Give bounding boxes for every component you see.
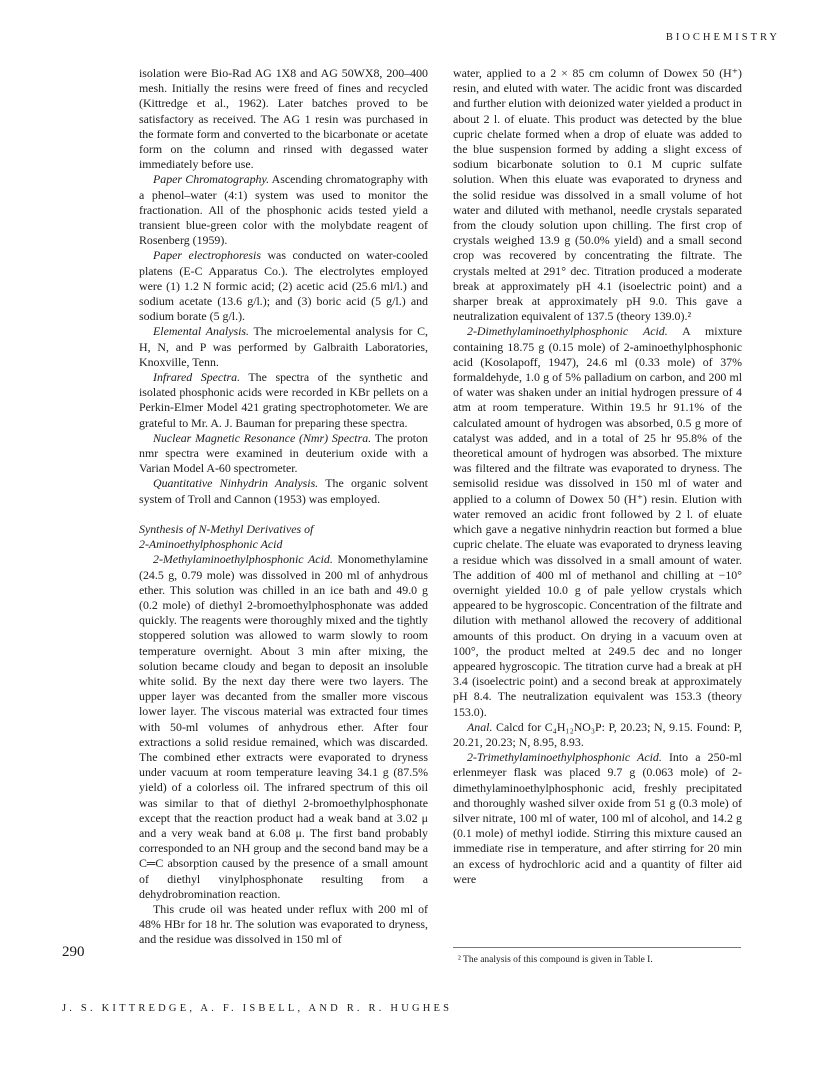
paragraph-trimethylamino-synthesis: 2-Trimethylaminoethylphosphonic Acid. Into a 250-ml erlenmeyer flask was placed 9.7 g (0.063 mole) of 2-dimethylaminoethylphosphonic acid, freshly precipitated and thoroughly washed silver oxide from 51 g (0.3 mole) of silver nitrate, 100 ml of water, 100 ml of alcohol, and 14.2 g (0.1 mole) of methyl iodide. Stirring this mixture caused an immediate rise in temperature, and after stirring for 20 min an excess of hydrochloric acid and a quantity of filter aid were <box>453 750 742 886</box>
section-heading <box>139 522 428 552</box>
paragraph-elemental-analysis: Elemental Analysis. The microelemental analysis for C, H, N, and P was performed by Galbraith Laboratories, Knoxville, Tenn. <box>139 324 428 369</box>
paragraph-methylamino-synthesis: 2-Methylaminoethylphosphonic Acid. Monomethylamine (24.5 g, 0.79 mole) was dissolved in 200 ml of anhydrous ether. This solution was chilled in an ice bath and 49.0 g (0.2 mole) of diethyl 2-bromoethylphosphonate was added quickly. The reagents were thoroughly mixed and the tightly stoppered solution was allowed to warm slowly to room temperature overnight. About 3 min after mixing, the solution became cloudy and began to deposit an insoluble white solid. By the next day there were two layers. The upper layer was decanted from the smaller more viscous lower layer. The viscous material was extracted four times with 50-ml volumes of anhydrous ether. After four extractions a solid residue remained, which was discarded. The combined ether extracts were evaporated to dryness under vacuum at room temperature leaving 34.1 g (87.5% yield) of a colorless oil. The infrared spectrum of this oil was similar to that of diethyl 2-bromoethylphosphonate except that the reaction product had a weak band at 3.02 μ and a very weak band at 6.08 μ. The first band probably corresponded to an NH group and the second band may be a C═C absorption caused by the presence of a small amount of diethyl vinylphosphonate resulting from a dehydrobromination reaction. <box>139 552 428 901</box>
paragraph-resins: isolation were Bio-Rad AG 1X8 and AG 50WX8, 200–400 mesh. Initially the resins were freed of fines and recycled (Kittredge et al., 1962). Later batches proved to be satisfactory as received. The AG 1 resin was purchased in the formate form and converted to the bicarbonate or acetate form on the column and rinsed with degassed water immediately before use. <box>139 66 428 172</box>
footnote-divider <box>453 947 741 948</box>
paragraph-paper-electrophoresis: Paper electrophoresis was conducted on water-cooled platens (E-C Apparatus Co.). The electrolytes employed were (1) 1.2 N formic acid; (2) acetic acid (25.6 ml/l.) and sodium acetate (13.6 g/l.); and (3) boric acid (5 g/l.) and sodium borate (5 g/l.). <box>139 248 428 324</box>
paragraph-paper-chromatography: Paper Chromatography. Ascending chromatography with a phenol–water (4:1) system was used to monitor the fractionation. All of the phosphonic acids tested yield a transient blue-green color with the molybdate reagent of Rosenberg (1959). <box>139 172 428 248</box>
paragraph-hbr-reflux: This crude oil was heated under reflux with 200 ml of 48% HBr for 18 hr. The solution was evaporated to dryness, and the residue was dissolved in 150 ml of <box>139 901 428 947</box>
page-number: 290 <box>62 944 85 960</box>
section-heading-line-2: 2-Aminoethylphosphonic Acid <box>139 537 283 552</box>
paragraph-ninhydrin-analysis: Quantitative Ninhydrin Analysis. The organic solvent system of Troll and Cannon (1953) was employed. <box>139 476 428 506</box>
paragraph-dimethylamino-synthesis: 2-Dimethylaminoethylphosphonic Acid. A mixture containing 18.75 g (0.15 mole) of 2-aminoethylphosphonic acid (Kosolapoff, 1947), 24.6 ml (0.33 mole) of 37% formaldehyde, 1.0 g of 5% palladium on carbon, and 200 ml of water was shaken under an initial hydrogen pressure of 4 atm at room temperature. Within 19.5 hr 91.1% of the calculated amount of hydrogen was absorbed, 0.5 g more of catalyst was added, and in a total of 25 hr 95.8% of the theoretical amount of hydrogen was absorbed. The mixture was filtered and the filtrate was evaporated to dryness. The semisolid residue was dissolved in 150 ml of water and applied to a column of Dowex 50 (H⁺) resin. Elution with water removed an acidic front followed by 2 l. of eluate which gave a negative ninhydrin reaction but formed a blue cupric chelate. The eluate was evaporated to dryness leaving a residue which was dissolved in a small amount of water. The addition of 400 ml of methanol and chilling at −10° overnight yielded 10.0 g of pale yellow crystals which appeared to be hygroscopic. Concentration of the filtrate and dilution with methanol allowed the recovery of additional amounts of this product. On drying in a vacuum oven at 100°, the product melted at 249.5 dec and no longer appeared hygroscopic. The titration curve had a break at pH 3.4 (isoelectric point) and a second break at approximately pH 8.4. The neutralization equivalent was 153.3 (theory 153.0). <box>453 324 743 719</box>
paragraph-nmr-spectra: Nuclear Magnetic Resonance (Nmr) Spectra. The proton nmr spectra were examined in deuterium oxide with a Varian Model A-60 spectrometer. <box>139 430 428 476</box>
right-column <box>453 66 742 887</box>
authors-footer: J. S. KITTREDGE, A. F. ISBELL, AND R. R. HUGHES <box>62 1003 453 1014</box>
paragraph-infrared-spectra: Infrared Spectra. The spectra of the synthetic and isolated phosphonic acids were recorded in KBr pellets on a Perkin-Elmer Model 421 grating spectrophotometer. We are grateful to Mr. A. J. Bauman for preparing these spectra. <box>139 370 428 430</box>
section-heading-line-1: Synthesis of N-Methyl Derivatives of <box>139 521 314 536</box>
left-column <box>139 66 428 948</box>
paragraph-dowex-elution: water, applied to a 2 × 85 cm column of Dowex 50 (H⁺) resin, and eluted with water. The acidic front was discarded and further elution with deionized water yielded a product in about 2 l. of eluate. This product was detected by the blue cupric chelate formed when a drop of eluate was added to the blue suspension formed by adding a slight excess of sodium bicarbonate solution to 0.1 M cupric sulfate solution. When this eluate was evaporated to dryness and the solid residue was dissolved in a small volume of hot water and diluted with methanol, needle crystals separated from the cloudy solution upon chilling. The first crop of crystals weighed 13.9 g (50.0% yield) and a small second crop was recovered by concentrating the filtrate. The crystals melted at 291° dec. Titration produced a moderate break at approximately pH 4.1 (isoelectric point) and a sharper break at approximately pH 9.0. This gave a neutralization equivalent of 137.5 (theory 139.0).² <box>453 66 742 324</box>
footnote: ² The analysis of this compound is given in Table I. <box>458 955 653 965</box>
journal-header: BIOCHEMISTRY <box>665 32 780 43</box>
paragraph-analysis: Anal. Calcd for C₄H₁₂NO₃P: P, 20.23; N, 9.15. Found: P, 20.21, 20.23; N, 8.95, 8.93. <box>453 719 742 749</box>
